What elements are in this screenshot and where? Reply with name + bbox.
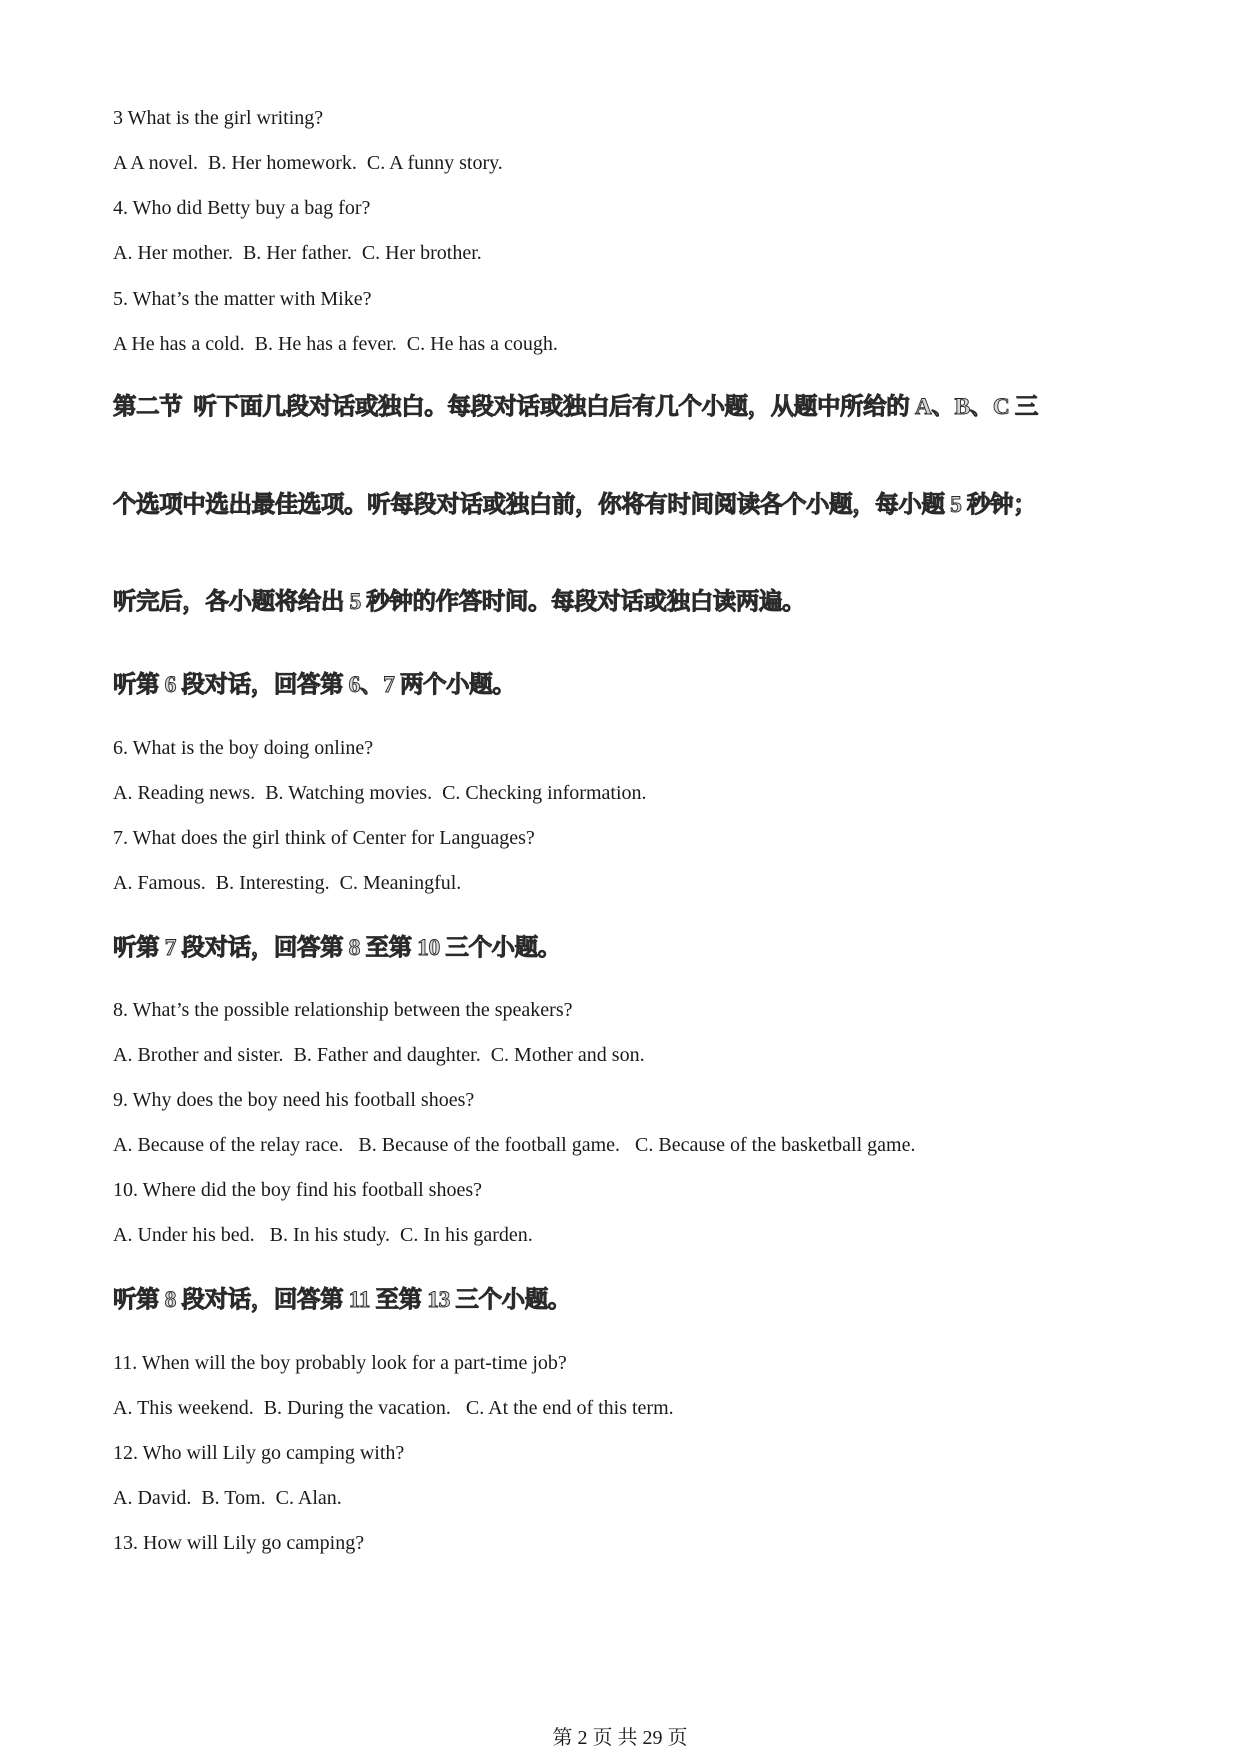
- options-11: A. This weekend. B. During the vacation. C. At the end of this term.: [113, 1397, 674, 1419]
- section-instruction-line-1: 第二节 听下面几段对话或独白。每段对话或独白后有几个小题，从题中所给的 A、B、C 三: [113, 394, 1039, 420]
- question-6: 6. What is the boy doing online?: [113, 737, 374, 759]
- group-heading-dialogue-6: 听第 6 段对话，回答第 6、7 两个小题。: [113, 672, 516, 698]
- options-8: A. Brother and sister. B. Father and daughter. C. Mother and son.: [113, 1044, 645, 1066]
- options-7: A. Famous. B. Interesting. C. Meaningful.: [113, 872, 462, 894]
- question-10: 10. Where did the boy find his football shoes?: [113, 1179, 483, 1201]
- question-8: 8. What’s the possible relationship between the speakers?: [113, 999, 573, 1021]
- options-6: A. Reading news. B. Watching movies. C. Checking information.: [113, 782, 647, 804]
- options-12: A. David. B. Tom. C. Alan.: [113, 1487, 342, 1509]
- question-11: 11. When will the boy probably look for a part-time job?: [113, 1352, 567, 1374]
- options-5: A He has a cold. B. He has a fever. C. He has a cough.: [113, 333, 558, 355]
- question-9: 9. Why does the boy need his football shoes?: [113, 1089, 475, 1111]
- question-3: 3 What is the girl writing?: [113, 107, 324, 129]
- group-heading-dialogue-7: 听第 7 段对话，回答第 8 至第 10 三个小题。: [113, 935, 561, 961]
- options-4: A. Her mother. B. Her father. C. Her brother.: [113, 242, 482, 264]
- page-number-footer: 第 2 页 共 29 页: [552, 1727, 688, 1749]
- options-3: A A novel. B. Her homework. C. A funny story.: [113, 152, 503, 174]
- options-10: A. Under his bed. B. In his study. C. In his garden.: [113, 1224, 533, 1246]
- section-instruction-line-2: 个选项中选出最佳选项。听每段对话或独白前，你将有时间阅读各个小题，每小题 5 秒钟；: [113, 492, 1037, 518]
- question-12: 12. Who will Lily go camping with?: [113, 1442, 405, 1464]
- options-9: A. Because of the relay race. B. Because of the football game. C. Because of the basketball game.: [113, 1134, 916, 1156]
- section-instruction-line-3: 听完后，各小题将给出 5 秒钟的作答时间。每段对话或独白读两遍。: [113, 589, 806, 615]
- group-heading-dialogue-8: 听第 8 段对话，回答第 11 至第 13 三个小题。: [113, 1287, 571, 1313]
- question-4: 4. Who did Betty buy a bag for?: [113, 197, 371, 219]
- question-13: 13. How will Lily go camping?: [113, 1532, 365, 1554]
- question-5: 5. What’s the matter with Mike?: [113, 288, 372, 310]
- question-7: 7. What does the girl think of Center for Languages?: [113, 827, 535, 849]
